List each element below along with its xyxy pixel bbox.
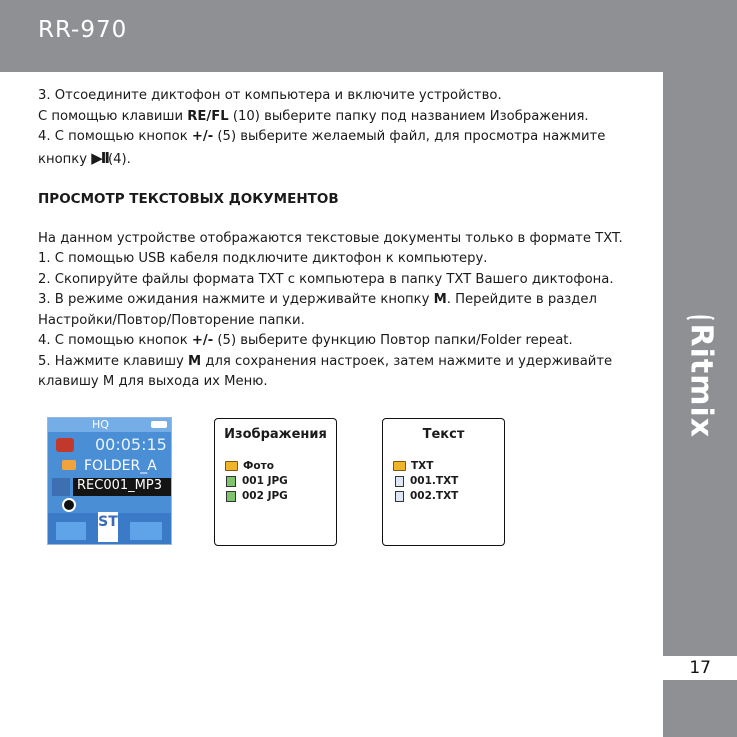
key-label: +/- — [191, 333, 214, 348]
text-line: кнопку ▶II(4). — [38, 148, 131, 167]
list-item: 001 JPG — [225, 475, 288, 487]
text-file-icon — [395, 491, 404, 502]
text-panel — [382, 418, 505, 546]
text-line: С помощью клавиши RE/FL (10) выберите папку под названием Изображения. — [38, 108, 589, 124]
logo-ring-icon — [687, 316, 715, 322]
key-label: M — [188, 353, 202, 369]
text-line: На данном устройстве отображаются текстовые документы только в формате TXT. — [38, 230, 623, 246]
level-icon — [130, 522, 162, 540]
key-label: +/- — [191, 129, 214, 144]
panel-title: Изображения — [224, 427, 327, 442]
text-file-icon — [395, 476, 404, 487]
list-item: TXT — [393, 460, 433, 472]
file-type-icon — [52, 478, 70, 496]
list-item: 002.TXT — [393, 490, 458, 502]
time-display: 00:05:15 — [95, 435, 167, 454]
images-panel — [214, 418, 337, 546]
logo-text: Ritmix — [683, 323, 719, 439]
key-label: M — [433, 292, 447, 307]
text-line: Настройки/Повтор/Повторение папки. — [38, 312, 305, 328]
folder-icon — [225, 461, 238, 471]
text-line: 3. Отсоедините диктофон от компьютера и включите устройство. — [38, 88, 502, 103]
page-number: 17 — [689, 658, 711, 678]
file-label: REC001_MP3 — [77, 478, 162, 493]
list-item: 002 JPG — [225, 490, 288, 502]
model-title: RR-970 — [38, 17, 128, 43]
folder-icon — [62, 460, 76, 470]
page-number-box — [663, 655, 737, 680]
image-file-icon — [226, 491, 236, 502]
list-item: Фото — [225, 460, 274, 472]
quality-label: HQ — [92, 418, 109, 431]
brand-logo — [683, 316, 719, 439]
stop-icon — [62, 498, 76, 512]
text-line: 2. Скопируйте файлы формата TXT с компьютера в папку TXT Вашего диктофона. — [38, 271, 614, 287]
folder-icon — [393, 461, 406, 471]
record-mode-icon — [56, 438, 74, 452]
folder-label: FOLDER_A — [84, 458, 157, 474]
equalizer-icon — [56, 522, 86, 540]
play-pause-icon: ▶II — [91, 148, 108, 167]
text-line: 1. С помощью USB кабеля подключите диктофон к компьютеру. — [38, 251, 488, 266]
text-line: 3. В режиме ожидания нажмите и удерживайте кнопку M. Перейдите в раздел — [38, 292, 597, 307]
battery-icon — [151, 421, 167, 428]
text-line: 4. С помощью кнопок +/- (5) выберите желаемый файл, для просмотра нажмите — [38, 129, 606, 144]
text-line: 4. С помощью кнопок +/- (5) выберите функцию Повтор папки/Folder repeat. — [38, 333, 573, 348]
header-bar — [0, 0, 737, 72]
list-item: 001.TXT — [393, 475, 458, 487]
panel-title: Текст — [422, 427, 465, 442]
image-file-icon — [226, 476, 236, 487]
text-line: 5. Нажмите клавишу M для сохранения настроек, затем нажмите и удерживайте — [38, 353, 613, 369]
main-content — [38, 86, 638, 393]
section-heading: ПРОСМОТР ТЕКСТОВЫХ ДОКУМЕНТОВ — [38, 191, 339, 207]
text-line: клавишу М для выхода их Меню. — [38, 374, 268, 389]
key-label: RE/FL — [187, 108, 229, 124]
file-bar — [73, 478, 171, 496]
mode-badge: ST — [98, 512, 118, 542]
device-screen-image — [47, 417, 172, 545]
